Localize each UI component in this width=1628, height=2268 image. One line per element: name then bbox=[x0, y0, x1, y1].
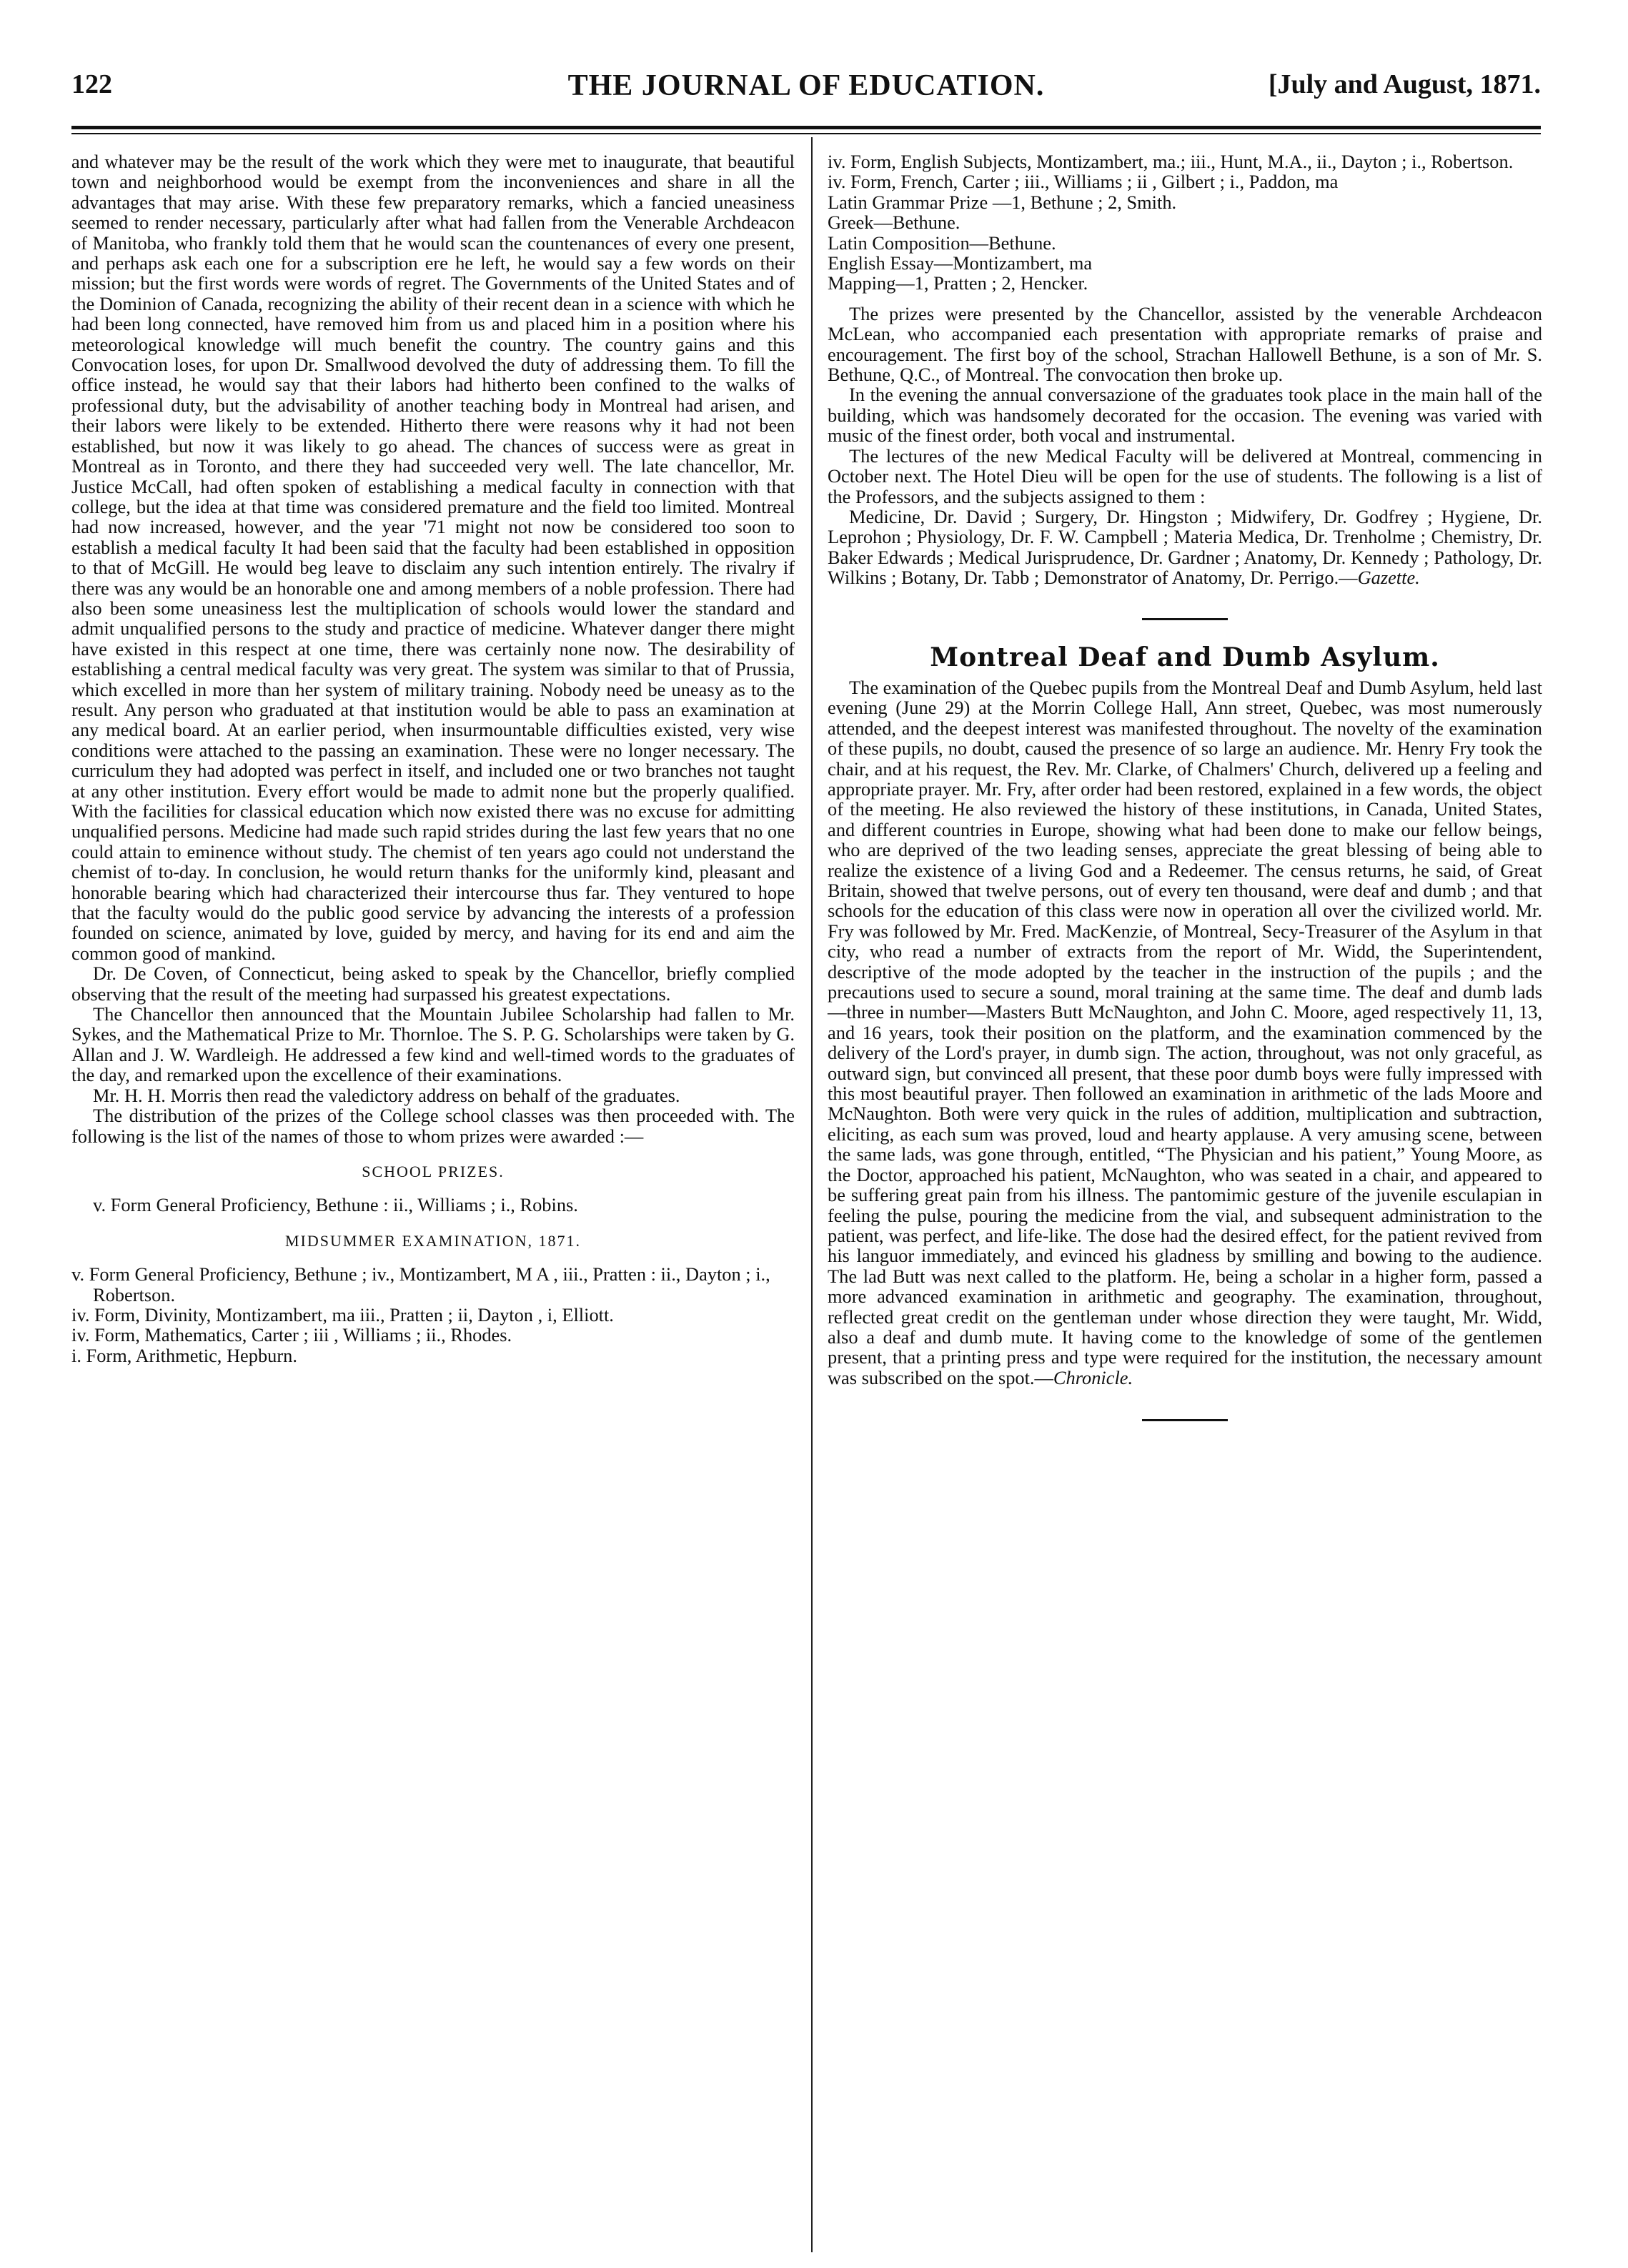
prize-line: Greek—Bethune. bbox=[828, 212, 961, 234]
right-column bbox=[828, 151, 1542, 1421]
header-rule-thin bbox=[71, 133, 1541, 134]
source-chronicle: Chronicle. bbox=[1053, 1366, 1133, 1388]
prize-line: Mapping—1, Pratten ; 2, Hencker. bbox=[828, 272, 1088, 294]
prize-distribution-paragraph: The distribution of the prizes of the College school classes was then proceeded with. The following is the list of the names of those to whom prizes were awarded :— bbox=[71, 1105, 795, 1147]
school-prizes-list bbox=[71, 1195, 795, 1215]
prize-line: English Essay—Montizambert, ma bbox=[828, 252, 1093, 274]
page-header bbox=[71, 69, 1541, 111]
page-number: 122 bbox=[71, 69, 112, 99]
medical-faculty-paragraph: The lectures of the new Medical Faculty will be delivered at Montreal, commencing in October next. The Hotel Dieu will be open for the use of students. The following is a list of the Professors, and the subjects assigned to them : bbox=[828, 444, 1542, 507]
school-prizes-heading: SCHOOL PRIZES. bbox=[362, 1162, 505, 1180]
source-gazette: Gazette. bbox=[1357, 567, 1420, 589]
prize-line: iv. Form, Divinity, Montizambert, ma iii., Pratten ; ii, Dayton , i, Elliott. bbox=[71, 1303, 614, 1326]
article-separator bbox=[1142, 618, 1228, 620]
continued-prizes-list bbox=[828, 151, 1542, 294]
midsummer-heading: MIDSUMMER EXAMINATION, 1871. bbox=[284, 1231, 582, 1250]
de-coven-paragraph: Dr. De Coven, of Connecticut, being asked to speak by the Chancellor, briefly complied observing that the result of the meeting had surpassed his greatest expectations. bbox=[71, 963, 795, 1005]
prize-presentation-paragraph: The prizes were presented by the Chancellor, assisted by the venerable Archdeacon McLean, who accompanied each presentation with appropriate remarks of praise and encouragement. The first boy of the school, Strachan Hallowell Bethune, is a son of Mr. S. Bethune, Q.C., of Montreal. The convocation then broke up. bbox=[828, 302, 1542, 386]
prize-line: v. Form General Proficiency, Bethune : ii., Williams ; i., Robins. bbox=[93, 1194, 578, 1216]
professors-list-text: Medicine, Dr. David ; Surgery, Dr. Hingston ; Midwifery, Dr. Godfrey ; Hygiene, Dr. Leprohon ; Physiology, Dr. F. W. Campbell ; Materia Medica, Dr. Trenholme ; Chemistry, Dr. Baker Edwards ; Medical Jurisprudence, Dr. Gardner ; Anatomy, Dr. Kennedy ; Pathology, Dr. Wilkins ; Botany, Dr. Tabb ; Demonstrator of Anatomy, Dr. Perrigo.— bbox=[828, 505, 1542, 589]
prize-line: Latin Composition—Bethune. bbox=[828, 232, 1056, 254]
prize-line: i. Form, Arithmetic, Hepburn. bbox=[71, 1344, 297, 1366]
chancellor-announcement-paragraph: The Chancellor then announced that the Mountain Jubilee Scholarship had fallen to Mr. Sykes, and the Mathematical Prize to Mr. Thornloe. The S. P. G. Scholarships were taken by G. Allan and J. W. Wardleigh. He addressed a few kind and well-timed words to the graduates of the day, and remarked upon the excellence of their examinations. bbox=[71, 1003, 795, 1086]
conversazione-paragraph: In the evening the annual conversazione of the graduates took place in the main hall of the building, which was handsomely decorated for the occasion. The evening was varied with music of the finest order, both vocal and instrumental. bbox=[828, 384, 1542, 447]
article-title: Montreal Deaf and Dumb Asylum. bbox=[930, 642, 1440, 672]
asylum-article-text: The examination of the Quebec pupils from the Montreal Deaf and Dumb Asylum, held last evening (June 29) at the Morrin College Hall, Ann street, Quebec, was most numerously attended, and the deepest interest was manifested throughout. The novelty of the examination of these pupils, no doubt, caused the presence of so large an audience. Mr. Henry Fry took the chair, and at his request, the Rev. Mr. Clarke, of Chalmers' Church, delivered up a feeling and appropriate prayer. Mr. Fry, after order had been restored, explained in a few words, the object of the meeting. He also reviewed the history of these institutions, in Canada, United States, and different countries in Europe, showing what had been done to make our fellow beings, who are deprived of the two leading senses, appreciate the great blessing of being able to realize the existence of a living God and a Redeemer. The census returns, he said, of Great Britain, showed that twelve persons, out of every ten thousand, were deaf and dumb ; and that schools for the education of this class were now in operation all over the civilized world. Mr. Fry was followed by Mr. Fred. MacKenzie, of Montreal, Secy-Treasurer of the Asylum in that city, who read a number of extracts from the report of Mr. Widd, the Superintendent, descriptive of the mode adopted by the teacher in the instruction of the pupils ; and the precautions used to secure a sound, moral training at the same time. The deaf and dumb lads—three in number—Masters Butt McNaughton, and John C. Moore, aged respectively 11, 13, and 16 years, took their position on the platform, and the examination commenced by the delivery of the Lord's prayer, in dumb sign. The action, throughout, was not only graceful, as outward sign, but convinced all present, that these poor dumb boys were fully impressed with this most beautiful prayer. Then followed an examination in arithmetic of the lads Moore and McNaughton. Both were very quick in the rules of addition, multiplication and subtraction, eliciting, as each sum was proved, loud and hearty applause. A very amusing scene, between the same lads, was gone through, entitled, “The Physician and his patient,” Young Moore, as the Doctor, approached his patient, McNaughton, who was seated in a chair, and appeared to be suffering great pain from his illness. The pantomimic gesture of the juvenile esculapian in feeling the pulse, pouring the medicine from the vial, and subsequent administration to the patient, was perfect, and life-like. The dose had the desired effect, for the patient revived from his languor immediately, and evinced his gladness by smilling and bowing to the audience. The lad Butt was next called to the platform. He, being a scholar in a higher form, passed a more advanced examination in arithmetic and geography. The examination, throughout, reflected great credit on the gentleman under whose direction they were taught, Mr. Widd, also a deaf and dumb mute. It having come to the knowledge of some of the gentlemen present, that a printing press and type were required for the institution, the necessary amount was subscribed on the spot.— bbox=[828, 676, 1542, 1388]
end-separator bbox=[1142, 1419, 1228, 1421]
prize-line: iv. Form, French, Carter ; iii., Williams ; ii , Gilbert ; i., Paddon, ma bbox=[828, 171, 1339, 193]
midsummer-prizes-list bbox=[71, 1264, 795, 1366]
prize-line: Latin Grammar Prize —1, Bethune ; 2, Smith. bbox=[828, 191, 1177, 213]
issue-date: [July and August, 1871. bbox=[1268, 69, 1541, 99]
asylum-article-paragraph bbox=[828, 677, 1542, 1388]
prize-line: iv. Form, Mathematics, Carter ; iii , Williams ; ii., Rhodes. bbox=[71, 1324, 512, 1346]
prize-line: iv. Form, English Subjects, Montizambert, ma.; iii., Hunt, M.A., ii., Dayton ; i., Robertson. bbox=[828, 151, 1514, 172]
header-rule-thick bbox=[71, 126, 1541, 129]
journal-title: THE JOURNAL OF EDUCATION. bbox=[567, 69, 1045, 102]
convocation-speech-paragraph: and whatever may be the result of the work which they were met to inaugurate, that beautiful town and neighborhood would be exempt from the inconveniences and share in all the advantages that may arise. With these few preparatory remarks, which a fancied uneasiness seemed to render necessary, particularly after what had fallen from the Venerable Archdeacon of Manitoba, who frankly told them that he would scan the countenances of every one present, and perhaps ask each one for a subscription ere he left, he would say a few words on their mission; but the first words were words of regret. The Governments of the United States and of the Dominion of Canada, recognizing the ability of their recent dean in a science with which he had been long connected, have removed him from us and placed him in a position where his meteorological knowledge will much benefit the country. The country gains and this Convocation loses, for upon Dr. Smallwood devolved the duty of addressing them. To fill the office instead, he would say that their labors had hitherto been confined to the walks of professional duty, but the advisability of another teaching body in Montreal had arisen, and their labors were likely to be extended. Hitherto there were reasons why it had not been established, but now it was likely to go ahead. The chances of success were as great in Montreal as in Toronto, and there they had succeeded very well. The late chancellor, Mr. Justice McCall, had often spoken of establishing a medical faculty in connection with that college, but the idea at that time was considered premature and the field too limited. Montreal had now increased, however, and the year '71 might not now be considered too soon to establish a medical faculty It had been said that the faculty had been established in opposition to that of McGill. He would beg leave to disclaim any such intention entirely. The rivalry if there was any would be an honorable one and among members of a noble profession. There had also been some uneasiness lest the multiplication of schools would lower the standard and admit unqualified persons to the study and practice of medicine. Whatever danger there might have existed in this respect at one time, there was certainly none now. The desirability of establishing a central medical faculty was very great. The system was similar to that of Prussia, which excelled in more than her system of military training. Nobody need be uneasy as to the result. Any person who graduated at that institution would be able to pass an examination at any medical board. At an earlier period, when insurmountable difficulties existed, very wise conditions were attached to the passing an examination. These were no longer necessary. The curriculum they had adopted was perfect in itself, and included one or two branches not taught at any other institution. Every effort would be made to admit none but the properly qualified. With the facilities for classical education which now existed there was no excuse for admitting unqualified persons. Medicine had made such rapid strides during the last few years that no one could attain to eminence without study. The chemist of ten years ago could not understand the chemist of to-day. In conclusion, he would return thanks for the uniformly kind, pleasant and honorable bearing which had characterized their intercourse thus far. They ventured to hope that the faculty would do the public good service by advancing the interests of a profession founded on science, animated by love, guided by mercy, and having for its end and aim the common good of mankind. bbox=[71, 151, 795, 964]
left-column bbox=[71, 151, 795, 1366]
column-divider bbox=[811, 137, 813, 2252]
prize-line: v. Form General Proficiency, Bethune ; iv., Montizambert, M A , iii., Pratten : ii., Dayton ; i., Robertson. bbox=[71, 1263, 770, 1305]
valedictory-paragraph: Mr. H. H. Morris then read the valedictory address on behalf of the graduates. bbox=[93, 1084, 680, 1106]
professors-list-paragraph bbox=[828, 507, 1542, 588]
